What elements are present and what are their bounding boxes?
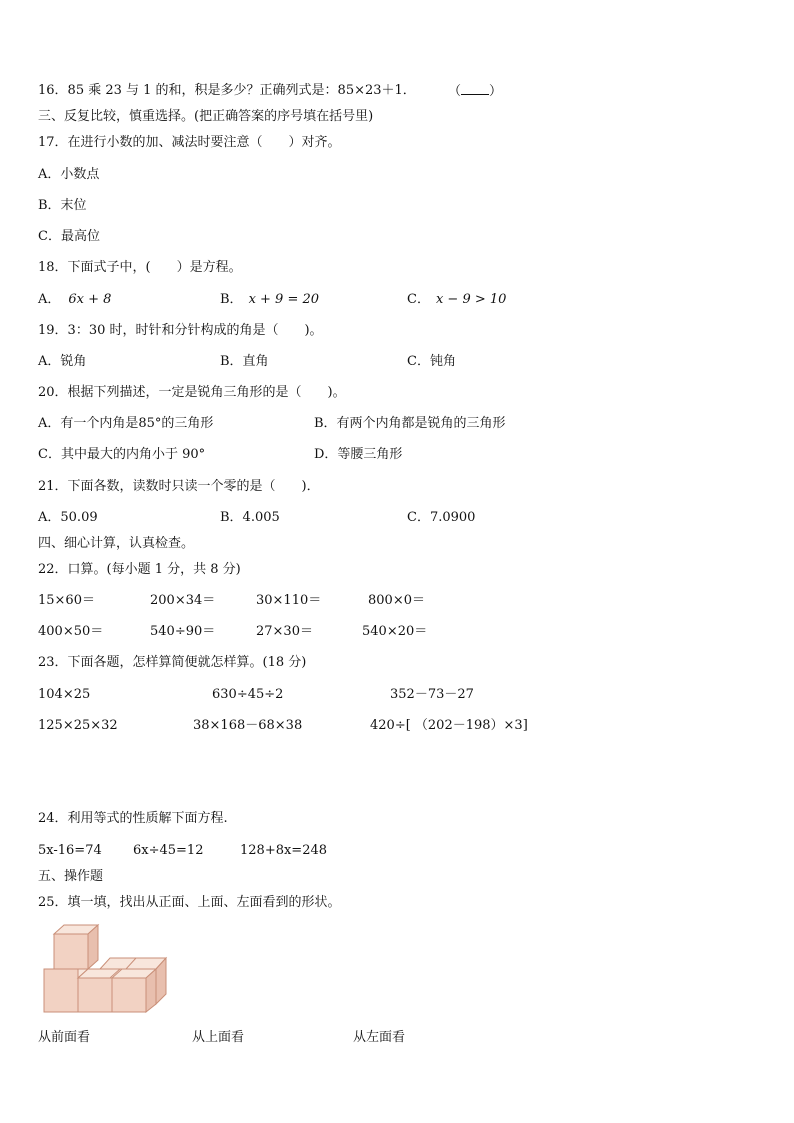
question-22: 22．口算。(每小题 1 分，共 8 分): [38, 562, 241, 577]
section-3-heading: 三、反复比较，慎重选择。(把正确答案的序号填在括号里): [38, 109, 374, 124]
calc-item: 38×168－68×38: [193, 718, 303, 733]
q21-option-b[interactable]: B．4.005: [220, 510, 280, 525]
question-19: 19．3：30 时，时针和分针构成的角是（ )。: [38, 323, 323, 338]
q18-option-c[interactable]: C． x − 9 > 10: [407, 292, 507, 307]
question-21: 21．下面各数，读数时只读一个零的是（ )．: [38, 479, 320, 494]
calc-item: 352－73－27: [390, 687, 474, 702]
calc-item: 630÷45÷2: [212, 687, 284, 702]
question-18: 18．下面式子中，( ）是方程。: [38, 260, 242, 275]
q20-option-b[interactable]: B．有两个内角都是锐角的三角形: [314, 416, 506, 431]
q18-option-a[interactable]: A． 6x + 8: [38, 292, 112, 307]
question-23: 23．下面各题，怎样算简便就怎样算。(18 分): [38, 655, 307, 670]
q20-option-a[interactable]: A．有一个内角是85°的三角形: [38, 416, 214, 431]
q20-option-c[interactable]: C．其中最大的内角小于 90°: [38, 447, 206, 462]
q18-option-b[interactable]: B． x + 9 = 20: [220, 292, 320, 307]
equation-item: 5x-16=74: [38, 843, 102, 858]
q19-option-c[interactable]: C．钝角: [407, 354, 456, 369]
mental-calc-item: 15×60＝: [38, 593, 95, 608]
question-16: [38, 82, 416, 100]
cube-front-row: [44, 969, 156, 1012]
calc-item: 125×25×32: [38, 718, 118, 733]
mental-calc-item: 540÷90＝: [150, 624, 216, 639]
cube-top: [54, 925, 98, 969]
view-label-top: 从上面看: [192, 1030, 245, 1045]
q19-option-a[interactable]: A．锐角: [38, 354, 87, 369]
question-16-answer-paren: （ ）: [448, 84, 503, 99]
section-5-heading: 五、操作题: [38, 869, 104, 884]
equation-item: 6x÷45=12: [133, 843, 204, 858]
mental-calc-item: 800×0＝: [368, 593, 425, 608]
section-4-heading: 四、细心计算，认真检查。: [38, 536, 195, 551]
equation-item: 128+8x=248: [240, 843, 328, 858]
mental-calc-item: 27×30＝: [256, 624, 313, 639]
mental-calc-item: 540×20＝: [362, 624, 428, 639]
question-16-text: 16．85 乘 23 与 1 的和，积是多少？正确列式是：85×23＋1．: [38, 83, 416, 98]
answer-blank[interactable]: [461, 82, 489, 95]
question-24: 24．利用等式的性质解下面方程.: [38, 811, 228, 826]
view-label-left: 从左面看: [353, 1030, 406, 1045]
mental-calc-item: 400×50＝: [38, 624, 104, 639]
q17-option-b[interactable]: B．末位: [38, 198, 87, 213]
question-25: 25．填一填，找出从正面、上面、左面看到的形状。: [38, 895, 341, 910]
mental-calc-item: 200×34＝: [150, 593, 216, 608]
q21-option-c[interactable]: C．7.0900: [407, 510, 476, 525]
question-17: 17．在进行小数的加、减法时要注意（ ）对齐。: [38, 135, 341, 150]
q21-option-a[interactable]: A．50.09: [38, 510, 98, 525]
calc-item: 420÷[ （202－198）×3]: [370, 718, 528, 733]
q20-option-d[interactable]: D．等腰三角形: [314, 447, 403, 462]
question-20: 20．根据下列描述，一定是锐角三角形的是（ )。: [38, 385, 346, 400]
view-label-front: 从前面看: [38, 1030, 91, 1045]
calc-item: 104×25: [38, 687, 91, 702]
q19-option-b[interactable]: B．直角: [220, 354, 269, 369]
q17-option-c[interactable]: C．最高位: [38, 229, 100, 244]
cube-stack-figure: [40, 922, 174, 1016]
q17-option-a[interactable]: A．小数点: [38, 167, 100, 182]
mental-calc-item: 30×110＝: [256, 593, 322, 608]
